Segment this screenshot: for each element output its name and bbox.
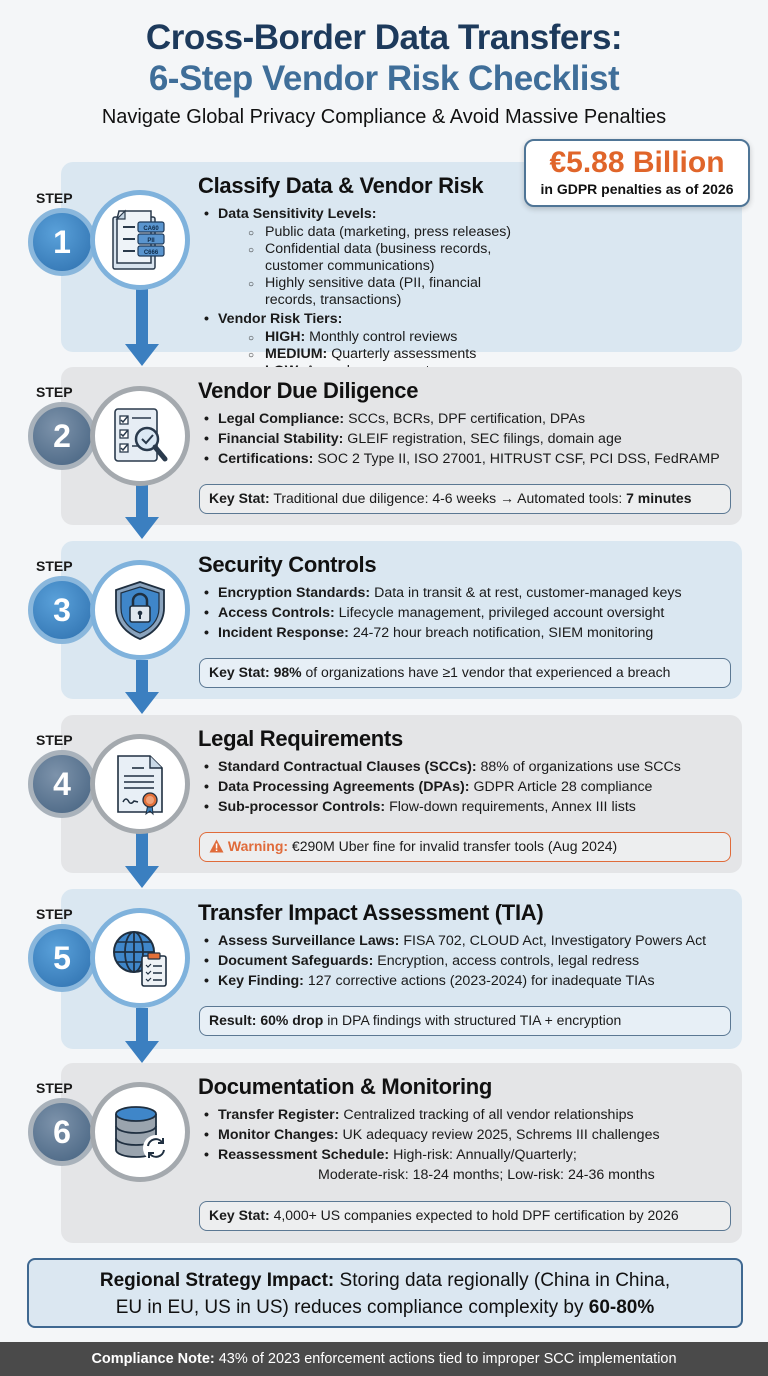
step-5-content (198, 899, 748, 991)
key-stat-box (199, 1201, 731, 1231)
step-title: Security Controls (198, 552, 377, 577)
step-title: Documentation & Monitoring (198, 1074, 493, 1099)
bullet-heading: Data Sensitivity Levels: (218, 206, 377, 222)
svg-text:C666: C666 (143, 250, 159, 256)
icon-circle (90, 734, 190, 834)
bullet-text: Lifecycle management, privileged account oversight (334, 605, 665, 621)
svg-text:PII: PII (147, 238, 155, 244)
globe-clipboard-icon (108, 926, 172, 990)
bullet-heading: Encryption Standards: (218, 585, 371, 601)
bullet-heading: Certifications: (218, 451, 314, 467)
icon-circle (90, 190, 190, 290)
step-2-content (198, 377, 738, 469)
bullet-heading: Access Controls: (218, 605, 335, 621)
step-label: STEP (36, 558, 73, 574)
database-sync-icon (108, 1100, 172, 1164)
bullet-text: 24-72 hour breach notification, SIEM monitoring (348, 625, 654, 641)
page-title: Cross-Border Data Transfers: (145, 18, 623, 57)
step-title: Legal Requirements (198, 726, 403, 751)
svg-text:CA60: CA60 (143, 226, 159, 232)
sub-bullet (218, 346, 528, 363)
bullet-heading: Document Safeguards: (218, 953, 374, 969)
step-6-content (198, 1073, 738, 1185)
page-title-accent: 6-Step Vendor Risk Checklist (148, 59, 620, 98)
step-3-content (198, 551, 738, 643)
warning-box (199, 832, 731, 862)
arrow-down-icon (125, 1041, 159, 1063)
sub-bullet (218, 241, 528, 275)
page-subtitle: Navigate Global Privacy Compliance & Avoid Massive Penalties (101, 106, 667, 128)
bullet-item (198, 583, 738, 603)
bullet-heading: Assess Surveillance Laws: (218, 933, 400, 949)
header (0, 18, 768, 132)
step-1-content (198, 172, 528, 380)
bullet-text: SOC 2 Type II, ISO 27001, HITRUST CSF, PCI DSS, FedRAMP (313, 451, 720, 467)
penalty-description: in GDPR penalties as of 2026 (540, 181, 734, 197)
step-label: STEP (36, 190, 73, 206)
bullet-item (198, 409, 738, 429)
checklist-magnifier-icon (107, 403, 173, 469)
step-title: Classify Data & Vendor Risk (198, 173, 484, 198)
footer-label: Compliance Note: (91, 1351, 215, 1367)
icon-circle (90, 1082, 190, 1182)
bullet-item (198, 603, 738, 623)
bullet-text: FISA 702, CLOUD Act, Investigatory Powers Act (399, 933, 707, 949)
bullet-item (198, 1105, 738, 1125)
regional-text: EU in EU, US in US) reduces compliance complexity by (115, 1297, 589, 1318)
step-4-content (198, 725, 738, 817)
result-text: in DPA findings with structured TIA + encryption (323, 1012, 622, 1028)
warning-triangle-icon (209, 839, 224, 853)
step-number-badge: 4 (28, 750, 96, 818)
stat-label: Key Stat: (209, 490, 270, 506)
penalty-callout (524, 139, 750, 207)
bullet-heading: Standard Contractual Clauses (SCCs): (218, 759, 477, 775)
sub-bullet-text: Quarterly assessments (327, 346, 477, 362)
arrow-down-icon (125, 692, 159, 714)
step-label: STEP (36, 732, 73, 748)
stat-label: Key Stat: 98% (209, 664, 302, 680)
connector-line (136, 485, 148, 517)
key-stat-box (199, 484, 731, 514)
icon-circle (90, 560, 190, 660)
bullet-item (198, 971, 748, 991)
bullet-text: GDPR Article 28 compliance (469, 779, 653, 795)
bullet-text: UK adequacy review 2025, Schrems III challenges (338, 1127, 660, 1143)
regional-label: Regional Strategy Impact: (99, 1270, 335, 1291)
bullet-heading: Key Finding: (218, 973, 304, 989)
bullet-item (198, 777, 738, 797)
bullet-item (198, 449, 738, 469)
bullet-heading: Data Processing Agreements (DPAs): (218, 779, 470, 795)
bullet-heading: Sub-processor Controls: (218, 799, 386, 815)
footer-text: 43% of 2023 enforcement actions tied to improper SCC implementation (214, 1351, 677, 1367)
sub-bullet-text: Public data (marketing, press releases) (265, 224, 512, 240)
bullet-text: 127 corrective actions (2023-2024) for inadequate TIAs (303, 973, 655, 989)
sub-bullet (218, 275, 528, 309)
bullet-text: Centralized tracking of all vendor relationships (339, 1107, 634, 1123)
step-label: STEP (36, 1080, 73, 1096)
regional-highlight: 60-80% (588, 1297, 655, 1318)
warning-label: Warning: (227, 838, 289, 854)
tier-label: MEDIUM: (265, 346, 328, 362)
icon-circle (90, 386, 190, 486)
bullet-heading: Legal Compliance: (218, 411, 345, 427)
step-title: Transfer Impact Assessment (TIA) (198, 900, 544, 925)
connector-line (136, 286, 148, 344)
step-number-badge: 1 (28, 208, 96, 276)
bullet-item (198, 931, 748, 951)
arrow-down-icon (125, 344, 159, 366)
key-stat-box (199, 658, 731, 688)
sub-bullet-text: Confidential data (business records, customer communications) (265, 241, 492, 274)
sub-bullet (218, 329, 528, 346)
result-label: Result: 60% drop (209, 1012, 324, 1028)
stat-text: of organizations have ≥1 vendor that experienced a breach (301, 664, 671, 680)
bullet-text: Encryption, access controls, legal redress (373, 953, 640, 969)
tier-label: HIGH: (265, 329, 306, 345)
bullet-item (198, 951, 748, 971)
bullet-heading: Vendor Risk Tiers: (218, 311, 343, 327)
step-number-badge: 6 (28, 1098, 96, 1166)
stat-highlight: 7 minutes (626, 490, 692, 506)
stat-label: Key Stat: (209, 1207, 270, 1223)
warning-text: €290M Uber fine for invalid transfer tools (Aug 2024) (288, 838, 618, 854)
bullet-item (198, 1145, 738, 1185)
icon-circle (90, 908, 190, 1008)
sub-bullet-text: Monthly control reviews (305, 329, 458, 345)
bullet-item (198, 429, 738, 449)
result-box (199, 1006, 731, 1036)
arrow-down-icon (125, 866, 159, 888)
step-label: STEP (36, 384, 73, 400)
bullet-item (198, 1125, 738, 1145)
stat-text: Traditional due diligence: 4-6 weeks → Automated tools: (269, 490, 627, 506)
bullet-item (198, 623, 738, 643)
arrow-down-icon (125, 517, 159, 539)
bullet-heading: Financial Stability: (218, 431, 344, 447)
bullet-heading: Incident Response: (218, 625, 349, 641)
connector-line (136, 660, 148, 692)
bullet-item (198, 204, 528, 309)
bullet-text: High-risk: Annually/Quarterly; (389, 1147, 577, 1163)
bullet-text: Flow-down requirements, Annex III lists (385, 799, 636, 815)
bullet-text: 88% of organizations use SCCs (476, 759, 681, 775)
classified-documents-icon (107, 207, 173, 273)
bullet-heading: Reassessment Schedule: (218, 1147, 390, 1163)
step-title: Vendor Due Diligence (198, 378, 419, 403)
step-number-badge: 2 (28, 402, 96, 470)
bullet-text: GLEIF registration, SEC filings, domain age (343, 431, 622, 447)
penalty-amount: €5.88 Billion (549, 146, 725, 179)
connector-line (136, 833, 148, 866)
compliance-note-footer (0, 1342, 768, 1376)
bullet-item (198, 757, 738, 777)
bullet-item (198, 797, 738, 817)
bullet-text: SCCs, BCRs, DPF certification, DPAs (344, 411, 586, 427)
step-number-badge: 3 (28, 576, 96, 644)
step-label: STEP (36, 906, 73, 922)
bullet-continuation: Moderate-risk: 18-24 months; Low-risk: 24-36 months (318, 1167, 655, 1183)
regional-strategy-box (27, 1258, 743, 1328)
sub-bullet-text: Highly sensitive data (PII, financial records, transactions) (265, 275, 482, 308)
shield-lock-icon (108, 578, 172, 642)
sub-bullet (218, 224, 528, 241)
regional-text: Storing data regionally (China in China, (334, 1270, 671, 1291)
bullet-heading: Transfer Register: (218, 1107, 340, 1123)
stat-text: 4,000+ US companies expected to hold DPF certification by 2026 (269, 1207, 679, 1223)
signed-contract-icon (110, 752, 170, 816)
bullet-text: Data in transit & at rest, customer-managed keys (370, 585, 682, 601)
connector-line (136, 1008, 148, 1041)
bullet-heading: Monitor Changes: (218, 1127, 339, 1143)
step-number-badge: 5 (28, 924, 96, 992)
